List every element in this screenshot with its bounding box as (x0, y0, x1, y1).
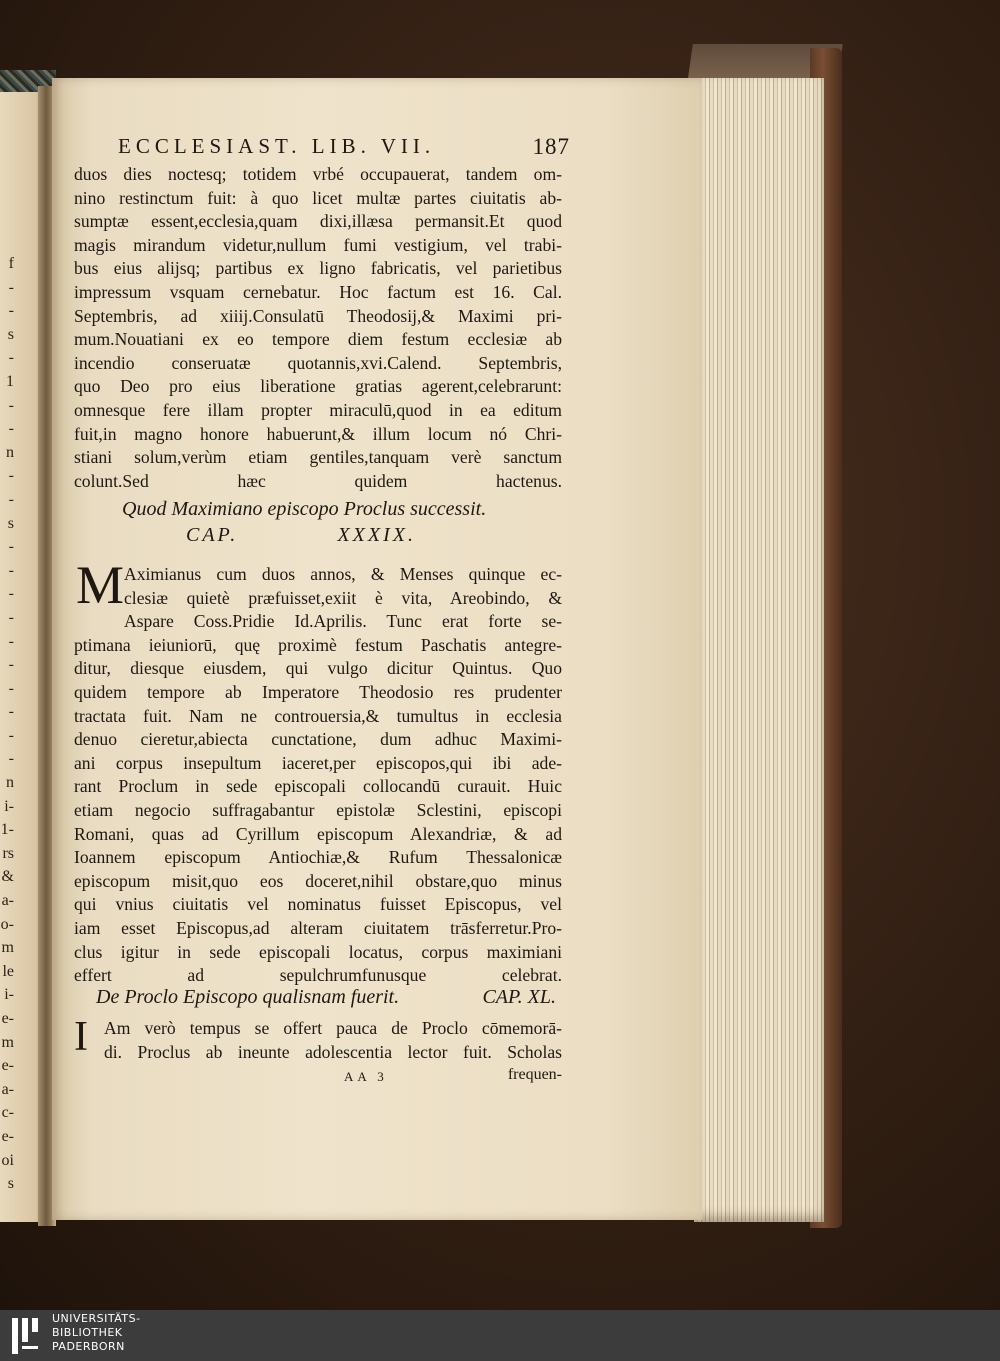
left-fragment: n (6, 774, 14, 792)
text-line: fuit,in magno honore habuerunt,& illum locum nó Chri- (74, 423, 562, 444)
catchword: frequen- (507, 1066, 562, 1083)
text-line: duos dies noctesq; totidem vrbé occupauerat, tandem om- (74, 164, 562, 184)
text-line: ani corpus insepultum iaceret,per episcopos,qui ibi ade- (74, 752, 562, 773)
left-fragment: oi (1, 1151, 14, 1169)
chapter-40-text (74, 1014, 562, 1064)
left-fragment: - (8, 349, 14, 367)
institution-bar (0, 1310, 1000, 1361)
institution-line-3: PADERBORN (52, 1340, 125, 1353)
left-fragment: - (8, 302, 14, 320)
left-fragment: e- (1, 1057, 14, 1075)
chapter-39-cap-number: XXXIX. (337, 524, 416, 546)
chapter-39-dropcap: M (76, 555, 125, 615)
text-line: quo Deo pro eius liberatione gratias agerent,celebrarunt: (74, 376, 562, 397)
left-fragment: e- (1, 1010, 14, 1027)
left-fragment: le (2, 962, 14, 980)
text-line: Septembris, ad xiiij.Consulatū Theodosij,& Maximi pri- (74, 305, 562, 326)
text-line: nino restinctum fuit: à quo licet multæ partes ciuitatis ab- (74, 187, 562, 208)
left-fragment: m (1, 939, 14, 957)
left-fragment: - (8, 538, 14, 556)
left-fragment: i- (4, 986, 14, 1004)
left-fragment: - (8, 679, 14, 697)
text-line: colunt.Sed hæc quidem hactenus. (74, 470, 562, 491)
header-title: ECCLESIAST. LIB. VII. (118, 134, 436, 158)
left-fragment: - (8, 420, 14, 438)
left-fragment: rs (2, 844, 14, 862)
left-fragment: e- (1, 1127, 14, 1145)
library-logo-icon (10, 1316, 42, 1356)
chapter-39-title: Quod Maximiano episcopo Proclus successit. (122, 498, 487, 520)
text-line: stiani solum,verùm etiam gentiles,tanquam verè sanctum (74, 447, 562, 468)
left-fragment: - (8, 561, 14, 579)
signature-mark: AA 3 (344, 1069, 388, 1084)
chapter-40-heading (96, 986, 556, 1009)
institution-name (52, 1312, 141, 1354)
text-line: di. Proclus ab ineunte adolescentia lector fuit. Scholas (104, 1041, 562, 1062)
text-line: magis mirandum videtur,nullum fumi vestigium, vel trabi- (74, 234, 562, 255)
left-fragment: 1- (0, 821, 14, 839)
chapter-39-cap-label: CAP. (186, 524, 239, 546)
left-fragment: m (1, 1033, 14, 1051)
left-fragment: s (7, 1175, 14, 1193)
text-line: Romani, quas ad Cyrillum episcopum Alexandriæ, & ad (74, 823, 562, 844)
text-line: Ioannem episcopum Antiochiæ,& Rufum Thessalonicæ (74, 847, 562, 868)
text-line: clesiæ quietè præfuisset,exiit è vita, Areobindo, & (124, 587, 562, 608)
text-line: quidem tempore ab Imperatore Theodosio res prudenter (74, 681, 562, 702)
text-line: episcopum misit,quo eos doceret,nihil obstare,quo minus (74, 870, 562, 891)
text-line: sumptæ essent,ecclesia,quam dixi,illæsa permansit.Et quod (74, 211, 562, 232)
left-fragment: - (8, 632, 14, 650)
left-fragment: a- (1, 1080, 14, 1098)
text-line: ditur, diesque eiusdem, qui vulgo dicitur Quintus. Quo (74, 658, 562, 679)
left-fragment: n (6, 443, 14, 461)
text-line: impressum vsquam cernebatur. Hoc factum est 16. Cal. (74, 281, 562, 302)
text-line: Am verò tempus se offert pauca de Proclo cōmemorā- (104, 1018, 562, 1038)
institution-line-2: BIBLIOTHEK (52, 1326, 123, 1339)
text-line: rant Proclum in sede episcopali collocandū curauit. Huic (74, 776, 562, 797)
paragraph-1 (74, 163, 562, 493)
left-fragment: a- (1, 892, 14, 910)
text-line: clus igitur in sede episcopali locatus, corpus maximiani (74, 941, 562, 962)
left-fragment: - (8, 278, 14, 296)
left-fragment: c- (1, 1104, 14, 1122)
page-footer (344, 1066, 562, 1085)
chapter-40-dropcap: I (74, 1014, 88, 1060)
left-fragment: o- (0, 915, 14, 933)
text-line: ptimana ieiuniorū, quę proximè festum Paschatis antegre- (74, 634, 562, 655)
left-page-text-fragments (0, 252, 14, 1196)
left-fragment: - (8, 585, 14, 603)
text-line: effert ad sepulchrumfunusque celebrat. (74, 965, 562, 986)
page-edges (694, 78, 824, 1222)
text-line: iam esset Episcopus,ad alteram ciuitatem trāsferretur.Pro- (74, 917, 562, 938)
running-header (118, 134, 570, 160)
left-fragment: - (8, 703, 14, 721)
text-line: qui vnius ciuitatis vel nominatus fuisset Episcopus, vel (74, 894, 562, 915)
text-line: omnesque fere illam propter miraculū,quod in ea editum (74, 399, 562, 420)
text-line: bus eius alijsq; partibus ex ligno fabricatis, vel parietibus (74, 258, 562, 279)
text-line: tractata fuit. Nam ne controuersia,& tumultus in ecclesia (74, 705, 562, 726)
text-line: etiam negocio suffragabantur epistolæ Sclestini, episcopi (74, 799, 562, 820)
chapter-40-title: De Proclo Episcopo qualisnam fuerit. (96, 986, 400, 1008)
left-fragment: & (1, 868, 14, 886)
left-fragment: - (8, 396, 14, 414)
left-fragment: s (7, 325, 14, 343)
text-line: incendio conseruatæ quotannis,xvi.Calend. Septembris, (74, 352, 562, 373)
chapter-39-number (186, 524, 416, 547)
left-fragment: - (8, 656, 14, 674)
left-fragment: 1 (6, 372, 14, 390)
text-line: mum.Nouatiani ex eo tempore diem festum ecclesiæ ab (74, 329, 562, 350)
left-fragment: - (8, 726, 14, 744)
left-fragment: s (7, 514, 14, 532)
left-fragment: - (8, 490, 14, 508)
left-fragment: - (8, 467, 14, 485)
institution-line-1: UNIVERSITÄTS- (52, 1312, 141, 1325)
text-line: denuo cieretur,abiecta cunctatione, dum adhuc Maximi- (74, 729, 562, 750)
left-fragment: f (8, 255, 14, 272)
left-fragment: i- (4, 797, 14, 815)
left-fragment: - (8, 750, 14, 768)
text-line: Aximianus cum duos annos, & Menses quinque ec- (124, 564, 562, 584)
left-fragment: - (8, 608, 14, 626)
text-line: Aspare Coss.Pridie Id.Aprilis. Tunc erat forte se- (124, 611, 562, 632)
page-number: 187 (532, 134, 570, 159)
chapter-40-number: CAP. XL. (482, 986, 556, 1008)
chapter-39-text (74, 555, 562, 988)
